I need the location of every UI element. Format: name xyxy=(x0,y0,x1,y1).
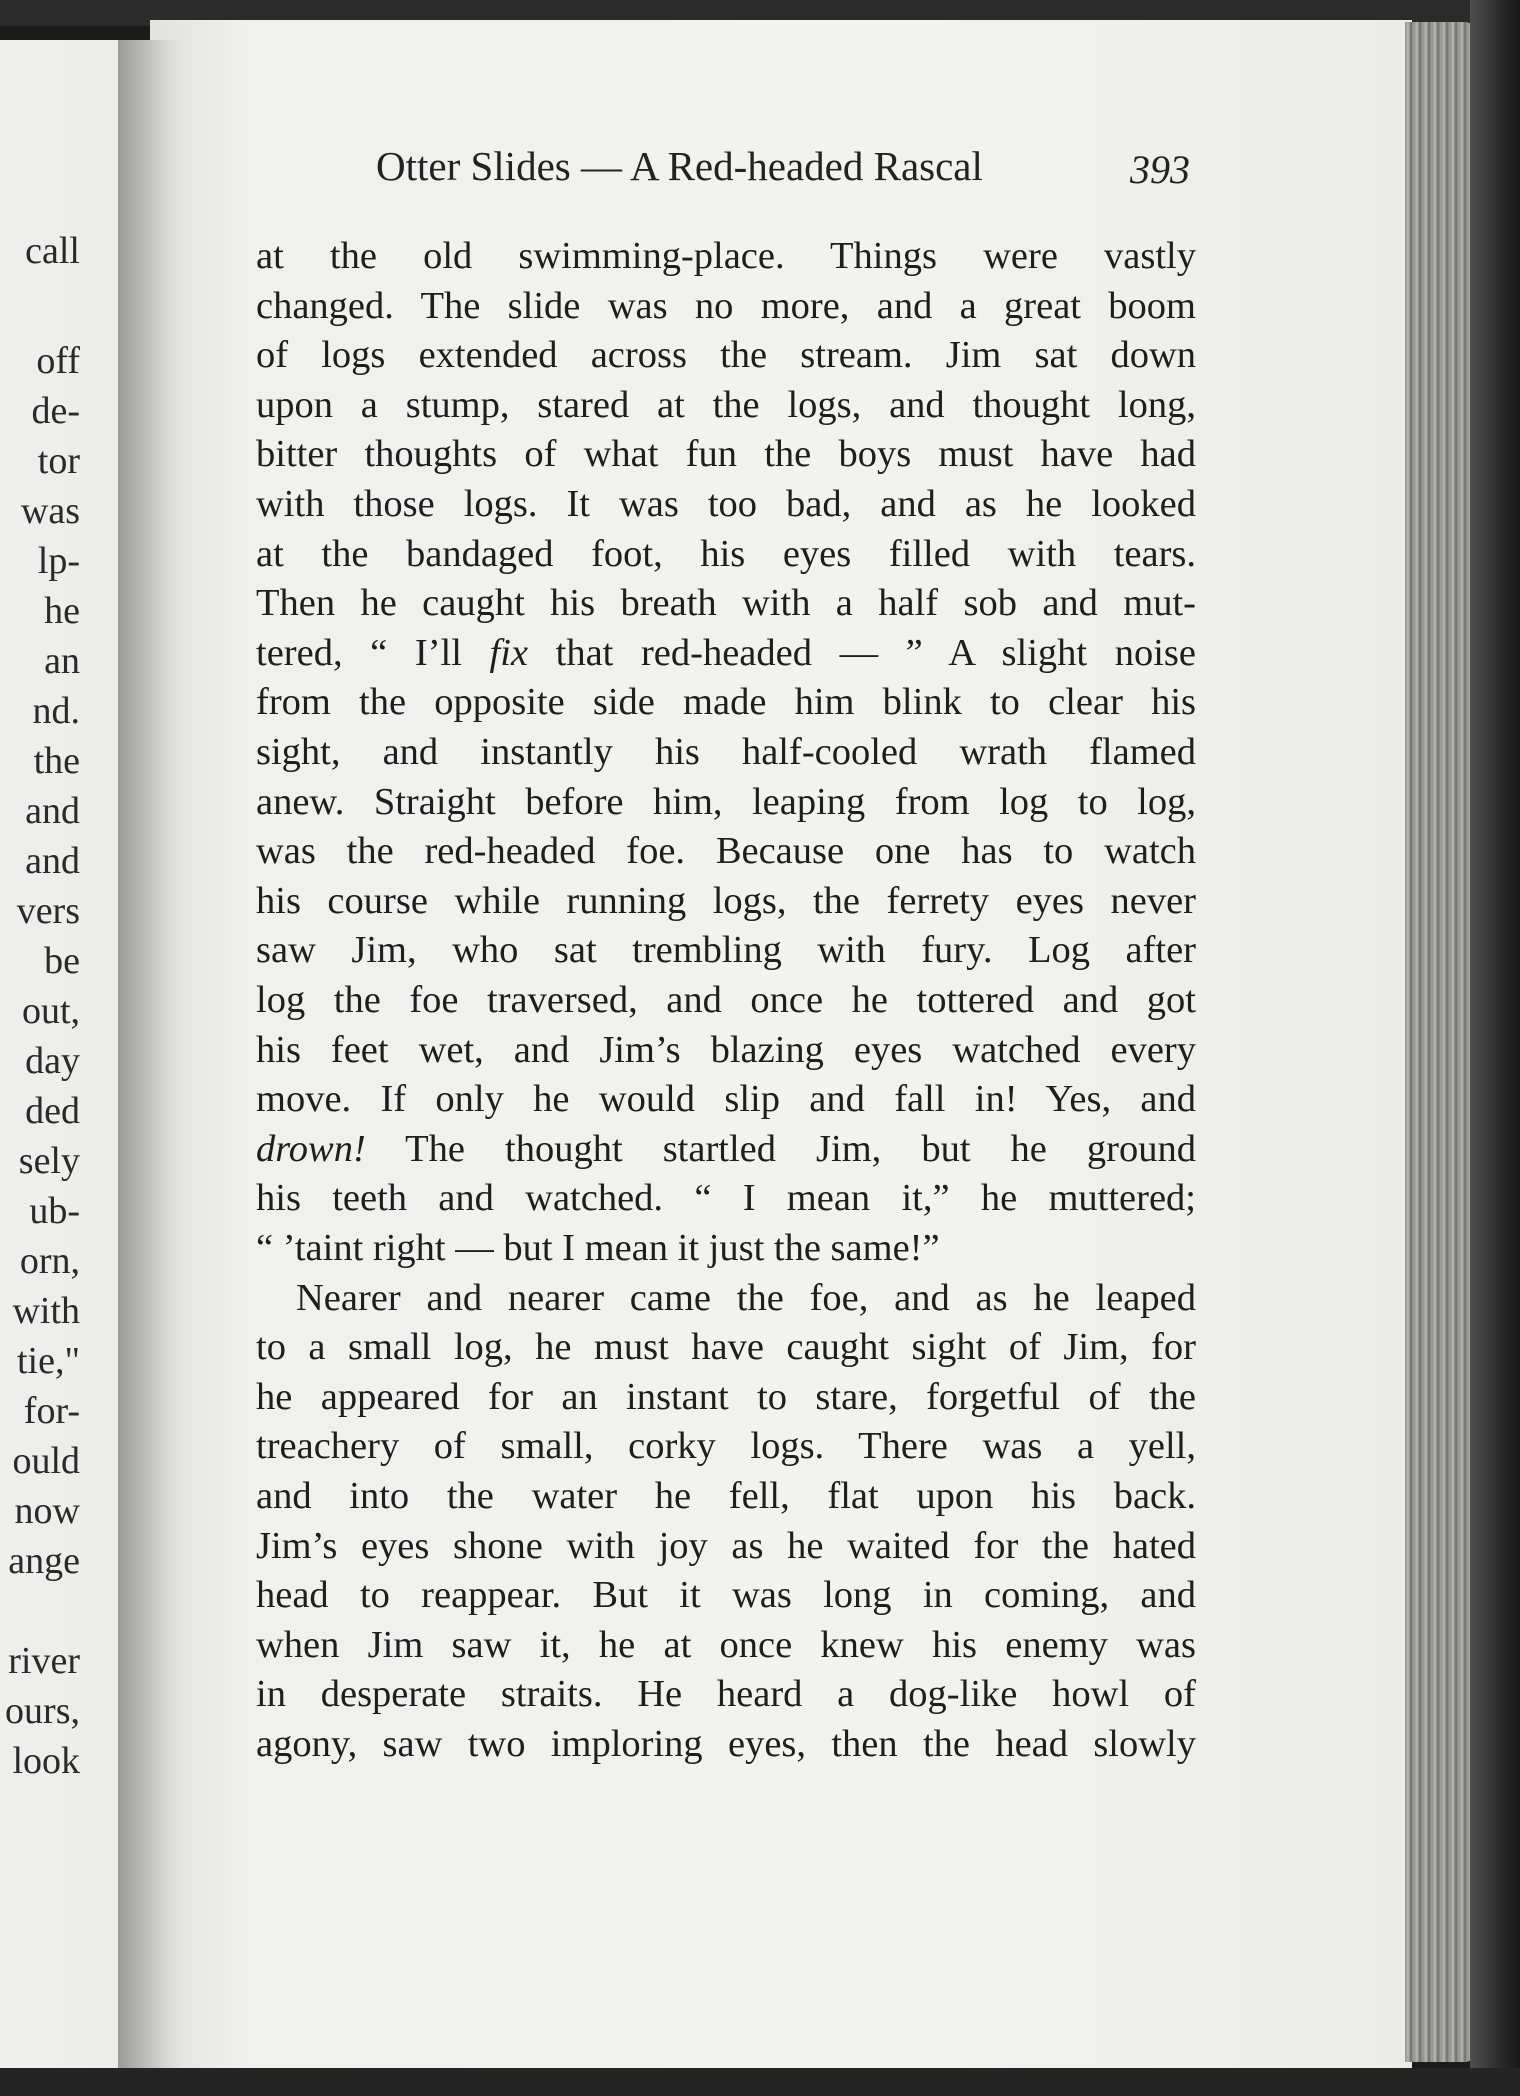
text-segment: The thought startled Jim, but he ground xyxy=(365,1127,1196,1170)
text-line: treachery of small, corky logs. There was a yell, xyxy=(256,1425,1196,1468)
left-page-fragment: river xyxy=(8,1640,80,1682)
left-page-fragment: now xyxy=(14,1490,80,1532)
text-line xyxy=(256,1127,1196,1170)
left-page-fragment: tor xyxy=(37,440,80,482)
text-line: saw Jim, who sat trembling with fury. Log after xyxy=(256,929,1196,972)
text-line: agony, saw two imploring eyes, then the head slowly xyxy=(256,1723,1196,1765)
running-head: Otter Slides — A Red-headed Rascal xyxy=(376,143,983,189)
left-page-fragment: ub- xyxy=(29,1190,80,1232)
text-line: of logs extended across the stream. Jim sat down xyxy=(256,334,1196,377)
text-line: “ ’taint right — but I mean it just the same!” xyxy=(256,1227,940,1269)
text-line: Jim’s eyes shone with joy as he waited for the hated xyxy=(256,1524,1196,1567)
left-page-fragment: was xyxy=(20,490,80,532)
text-line: in desperate straits. He heard a dog-like howl of xyxy=(256,1673,1196,1716)
text-line: was the red-headed foe. Because one has to watch xyxy=(256,830,1196,873)
body-text xyxy=(256,237,1196,1837)
text-line: upon a stump, stared at the logs, and thought long, xyxy=(256,383,1196,426)
text-line: Nearer and nearer came the foe, and as he leaped xyxy=(296,1276,1196,1319)
left-page-fragment: for- xyxy=(23,1390,80,1432)
left-page-fragment: lp- xyxy=(37,540,80,582)
left-page-fragment: ange xyxy=(8,1540,80,1582)
text-line: from the opposite side made him blink to clear his xyxy=(256,681,1196,724)
italic-text: drown! xyxy=(256,1127,366,1170)
left-page-fragment: orn, xyxy=(19,1240,80,1282)
book-cover-right xyxy=(1470,0,1520,2096)
page-gutter xyxy=(118,40,188,2070)
text-line: move. If only he would slip and fall in! Yes, and xyxy=(256,1078,1196,1121)
text-line: at the bandaged foot, his eyes filled with tears. xyxy=(256,532,1196,575)
book-cover-bottom xyxy=(0,2068,1520,2096)
text-line: to a small log, he must have caught sight of Jim, for xyxy=(256,1326,1196,1369)
left-page-fragment: and xyxy=(25,840,80,882)
left-page-fragment: ded xyxy=(25,1090,80,1132)
left-page-fragment: look xyxy=(12,1740,80,1782)
text-segment: tered, “ I’ll xyxy=(256,631,490,674)
text-segment: that red-headed — ” A slight noise xyxy=(528,631,1196,674)
text-line: changed. The slide was no more, and a great boom xyxy=(256,284,1196,327)
left-page-fragment: tie," xyxy=(17,1340,80,1382)
italic-text: fix xyxy=(489,631,529,674)
page-number: 393 xyxy=(1130,147,1190,192)
text-line: at the old swimming-place. Things were vastly xyxy=(256,235,1196,277)
left-page-fragment: be xyxy=(44,940,80,982)
left-page-fragment: sely xyxy=(18,1140,80,1182)
left-page-fragment: the xyxy=(33,740,80,782)
left-page-fragment: de- xyxy=(31,390,80,432)
left-page-fragment: nd. xyxy=(32,690,80,732)
text-line: his feet wet, and Jim’s blazing eyes watched every xyxy=(256,1028,1196,1071)
text-line: bitter thoughts of what fun the boys must have had xyxy=(256,433,1196,476)
text-line: his teeth and watched. “ I mean it,” he muttered; xyxy=(256,1177,1196,1220)
left-page-fragment: an xyxy=(44,640,80,682)
left-page-fragment: day xyxy=(25,1040,80,1082)
left-page-fragment: with xyxy=(12,1290,80,1332)
text-line xyxy=(256,631,1196,674)
text-line: log the foe traversed, and once he tottered and got xyxy=(256,979,1196,1021)
left-page-fragment: ould xyxy=(12,1440,80,1482)
left-page-fragment: and xyxy=(25,790,80,832)
page-edges xyxy=(1405,22,1475,2062)
text-line: his course while running logs, the ferrety eyes never xyxy=(256,879,1196,922)
text-line: when Jim saw it, he at once knew his enemy was xyxy=(256,1623,1196,1666)
left-page-fragment: vers xyxy=(16,890,80,932)
text-line: anew. Straight before him, leaping from log to log, xyxy=(256,780,1196,823)
left-page-fragment: off xyxy=(36,340,80,382)
text-line: he appeared for an instant to stare, forgetful of the xyxy=(256,1375,1196,1418)
text-line: head to reappear. But it was long in coming, and xyxy=(256,1574,1196,1617)
left-page-fragment: he xyxy=(44,590,80,632)
left-page-fragment: ours, xyxy=(5,1690,80,1732)
left-page-fragment: out, xyxy=(21,990,80,1032)
page-header xyxy=(376,143,1190,198)
text-line: with those logs. It was too bad, and as he looked xyxy=(256,483,1196,525)
text-line: sight, and instantly his half-cooled wrath flamed xyxy=(256,731,1196,773)
left-page-fragment: call xyxy=(25,230,80,272)
text-line: Then he caught his breath with a half sob and mut- xyxy=(256,582,1196,625)
text-line: and into the water he fell, flat upon his back. xyxy=(256,1475,1196,1517)
